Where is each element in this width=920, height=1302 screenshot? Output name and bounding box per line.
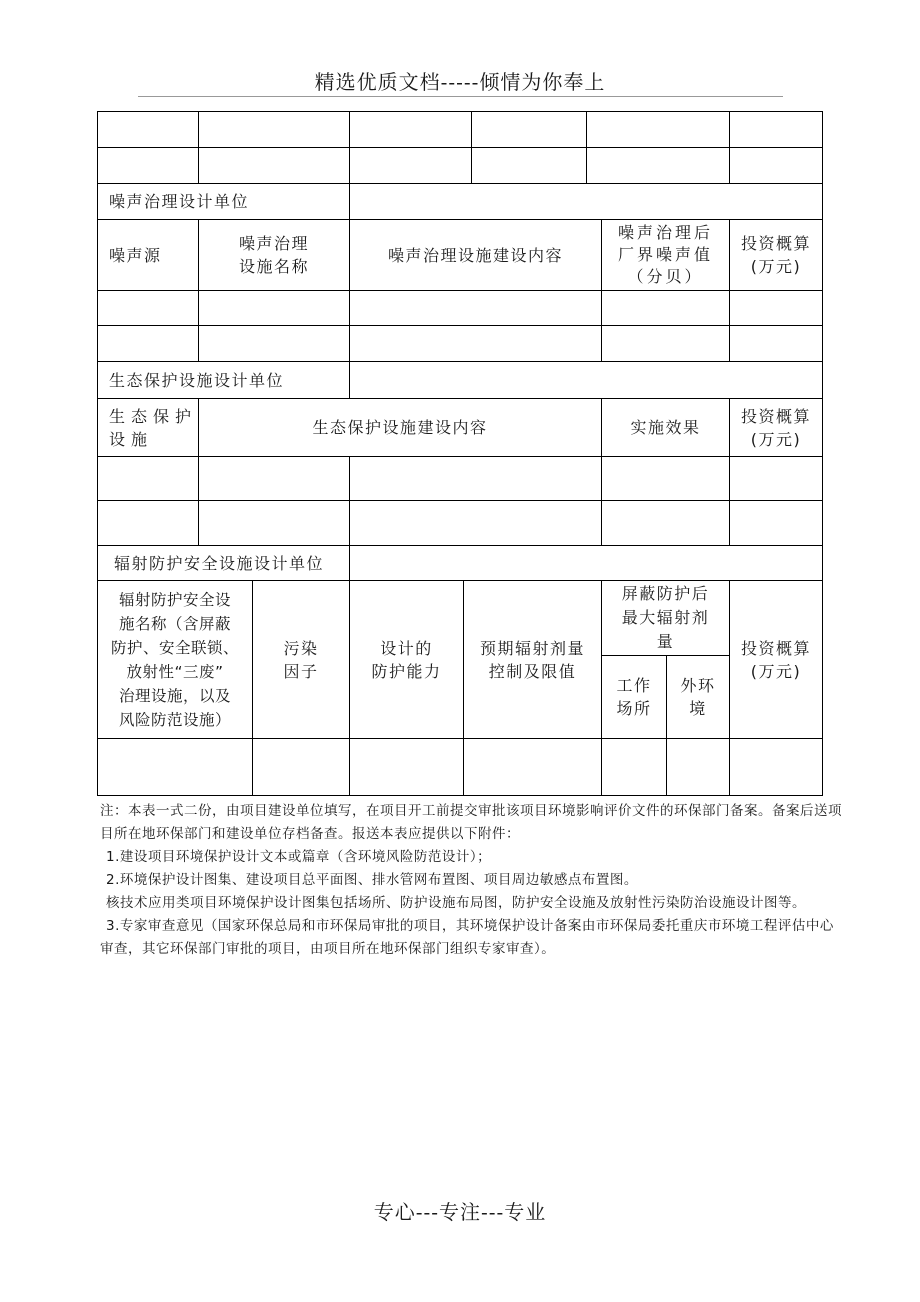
- eco-unit-label: 生态保护设施设计单位: [109, 370, 285, 390]
- rule: [97, 500, 823, 501]
- rule: [666, 655, 667, 795]
- eco-invest-header: 投资概算 (万元): [740, 406, 811, 449]
- rule: [349, 580, 350, 795]
- rule: [349, 456, 350, 545]
- rule: [601, 580, 602, 795]
- rule: [198, 398, 199, 545]
- rule: [97, 290, 823, 291]
- radiation-workplace-header: 工作 场所: [616, 676, 652, 718]
- rule: [601, 398, 602, 545]
- noise-value-header: 噪声治理后 厂界噪声值 （分贝）: [617, 223, 713, 286]
- rule: [729, 398, 730, 545]
- radiation-name-header: 辐射防护安全设 施名称（含屏蔽 防护、安全联锁、 放射性“三废” 治理设施，以及 风险防范设施）: [110, 590, 239, 729]
- rule: [349, 361, 350, 398]
- note-line: 1.建设项目环境保护设计文本或篇章（含环境风险防范设计）；: [106, 849, 492, 865]
- rule: [601, 219, 602, 361]
- rule: [97, 456, 823, 457]
- rule: [198, 219, 199, 361]
- rule: [97, 147, 823, 148]
- radiation-max-dose-header: 屏蔽防护后 最大辐射剂 量: [621, 584, 710, 651]
- noise-unit-label: 噪声治理设计单位: [109, 192, 250, 211]
- noise-invest-header: 投资概算 (万元): [740, 234, 811, 276]
- page-footer: 专心---专注---专业: [373, 1200, 547, 1224]
- rule: [463, 580, 464, 795]
- rule: [729, 219, 730, 361]
- radiation-capacity-header: 设计的 防护能力: [371, 638, 442, 681]
- rule: [97, 738, 823, 739]
- rule: [471, 111, 472, 183]
- rule: [198, 111, 199, 183]
- rule: [586, 111, 587, 183]
- rule: [729, 111, 730, 183]
- rule: [729, 580, 730, 795]
- noise-content-header: 噪声治理设施建设内容: [387, 245, 563, 265]
- radiation-factor-header: 污染 因子: [283, 638, 319, 681]
- rule: [252, 580, 253, 795]
- note-line: 核技术应用类项目环境保护设计图集包括场所、防护设施布局图，防护安全设施及放射性污染防治设施设计图等。: [106, 895, 806, 911]
- radiation-expected-header: 预期辐射剂量 控制及限值: [479, 638, 585, 681]
- rule: [349, 111, 350, 183]
- rule: [349, 545, 350, 581]
- noise-facility-header: 噪声治理 设施名称: [238, 234, 309, 276]
- border-top: [97, 111, 823, 112]
- rule: [97, 325, 823, 326]
- radiation-invest-header: 投资概算 (万元): [740, 638, 811, 681]
- eco-content-header: 生态保护设施建设内容: [312, 418, 488, 437]
- border-right: [822, 111, 823, 796]
- note-line: 2.环境保护设计图集、建设项目总平面图、排水管网布置图、项目周边敏感点布置图。: [106, 872, 638, 888]
- page-header: 精选优质文档-----倾情为你奉上: [314, 70, 606, 94]
- notes-section: [100, 800, 842, 961]
- noise-source-header: 噪声源: [109, 245, 162, 265]
- eco-facility-header: 生态保护 设施: [109, 406, 198, 449]
- header-rule: [138, 96, 783, 97]
- eco-effect-header: 实施效果: [630, 418, 701, 437]
- rule: [349, 219, 350, 361]
- note-line: 3.专家审查意见（国家环保总局和市环保局审批的项目，其环境保护设计备案由市环保局委托重庆市环境工程评估中心审查，其它环保部门审批的项目，由项目所在地环保部门组织专家审查）。: [100, 918, 834, 957]
- border-bottom: [97, 795, 823, 796]
- radiation-outside-header: 外环 境: [680, 676, 716, 718]
- note-line: 注：本表一式二份，由项目建设单位填写，在项目开工前提交审批该项目环境影响评价文件的环保部门备案。备案后送项目所在地环保部门和建设单位存档备查。报送本表应提供以下附件：: [100, 803, 842, 842]
- rule: [349, 183, 350, 220]
- radiation-unit-label: 辐射防护安全设施设计单位: [114, 553, 325, 573]
